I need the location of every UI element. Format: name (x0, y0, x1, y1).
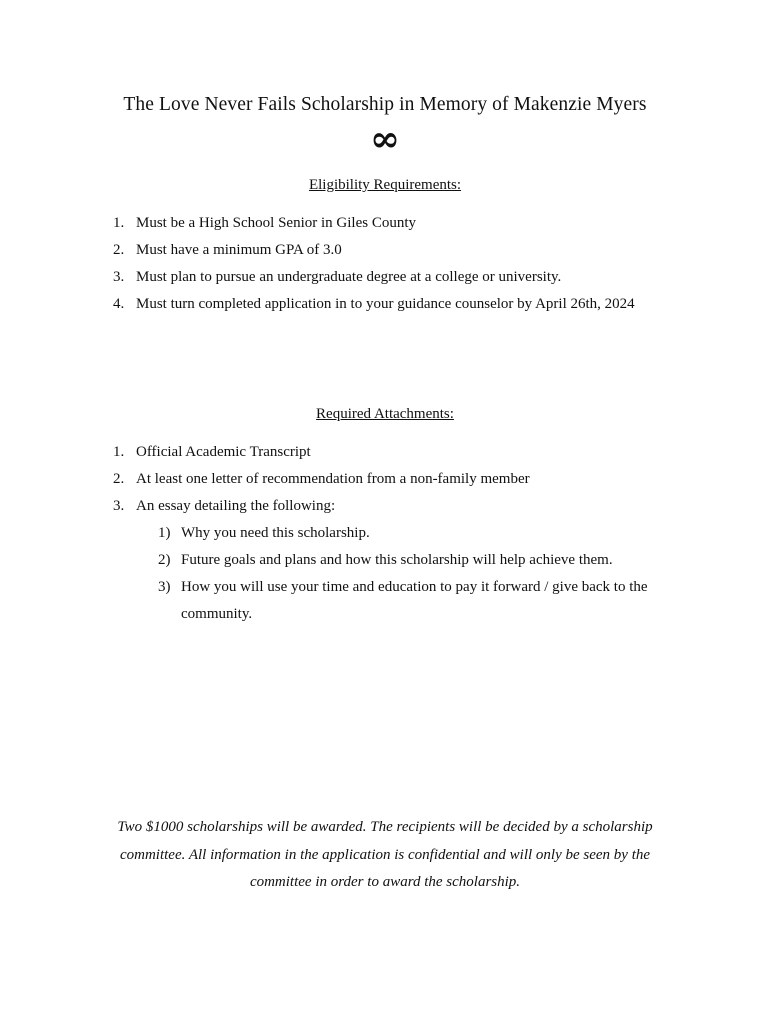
list-item-text: Must plan to pursue an undergraduate degree at a college or university. (136, 269, 562, 285)
list-number: 2) (158, 552, 171, 568)
list-item-text: Must have a minimum GPA of 3.0 (136, 242, 342, 258)
award-notice: Two $1000 scholarships will be awarded. The recipients will be decided by a scholarship committee. All information in the application is confidential and will only be seen by the committee in order to award the scholarship. (117, 819, 653, 890)
list-item (113, 240, 635, 267)
list-item-text: Must be a High School Senior in Giles County (136, 215, 416, 231)
list-item (158, 577, 648, 604)
list-item (158, 523, 648, 550)
list-number: 4. (113, 296, 125, 312)
list-item-text: Must turn completed application in to your guidance counselor by April 26th, 2024 (136, 296, 635, 312)
document-title: The Love Never Fails Scholarship in Memory of Makenzie Myers (123, 94, 647, 115)
list-item (158, 550, 648, 577)
list-number: 1. (113, 215, 125, 231)
eligibility-list (113, 213, 635, 321)
list-item-text: An essay detailing the following: (136, 498, 336, 514)
list-item-text: At least one letter of recommendation from a non-family member (136, 471, 530, 487)
list-item (113, 213, 635, 240)
list-item (113, 496, 530, 523)
list-item (113, 294, 635, 321)
list-item-continuation: community. (181, 606, 253, 622)
list-number: 1. (113, 444, 125, 460)
list-number: 3) (158, 579, 171, 595)
list-item-text: Future goals and plans and how this scholarship will help achieve them. (181, 552, 613, 568)
list-item (113, 469, 530, 496)
list-item (113, 442, 530, 469)
list-item-text: Why you need this scholarship. (181, 525, 370, 541)
attachments-list (113, 442, 530, 523)
list-number: 3. (113, 269, 125, 285)
list-item-text: Official Academic Transcript (136, 444, 311, 460)
list-number: 2. (113, 242, 125, 258)
list-item-text: How you will use your time and education to pay it forward / give back to the (181, 579, 648, 595)
list-number: 2. (113, 471, 125, 487)
essay-points-list (158, 523, 648, 631)
list-number: 1) (158, 525, 171, 541)
attachments-heading: Required Attachments: (316, 406, 454, 422)
list-number: 3. (113, 498, 125, 514)
infinity-icon: ∞ (370, 118, 400, 160)
eligibility-heading: Eligibility Requirements: (308, 177, 462, 193)
list-item (113, 267, 635, 294)
